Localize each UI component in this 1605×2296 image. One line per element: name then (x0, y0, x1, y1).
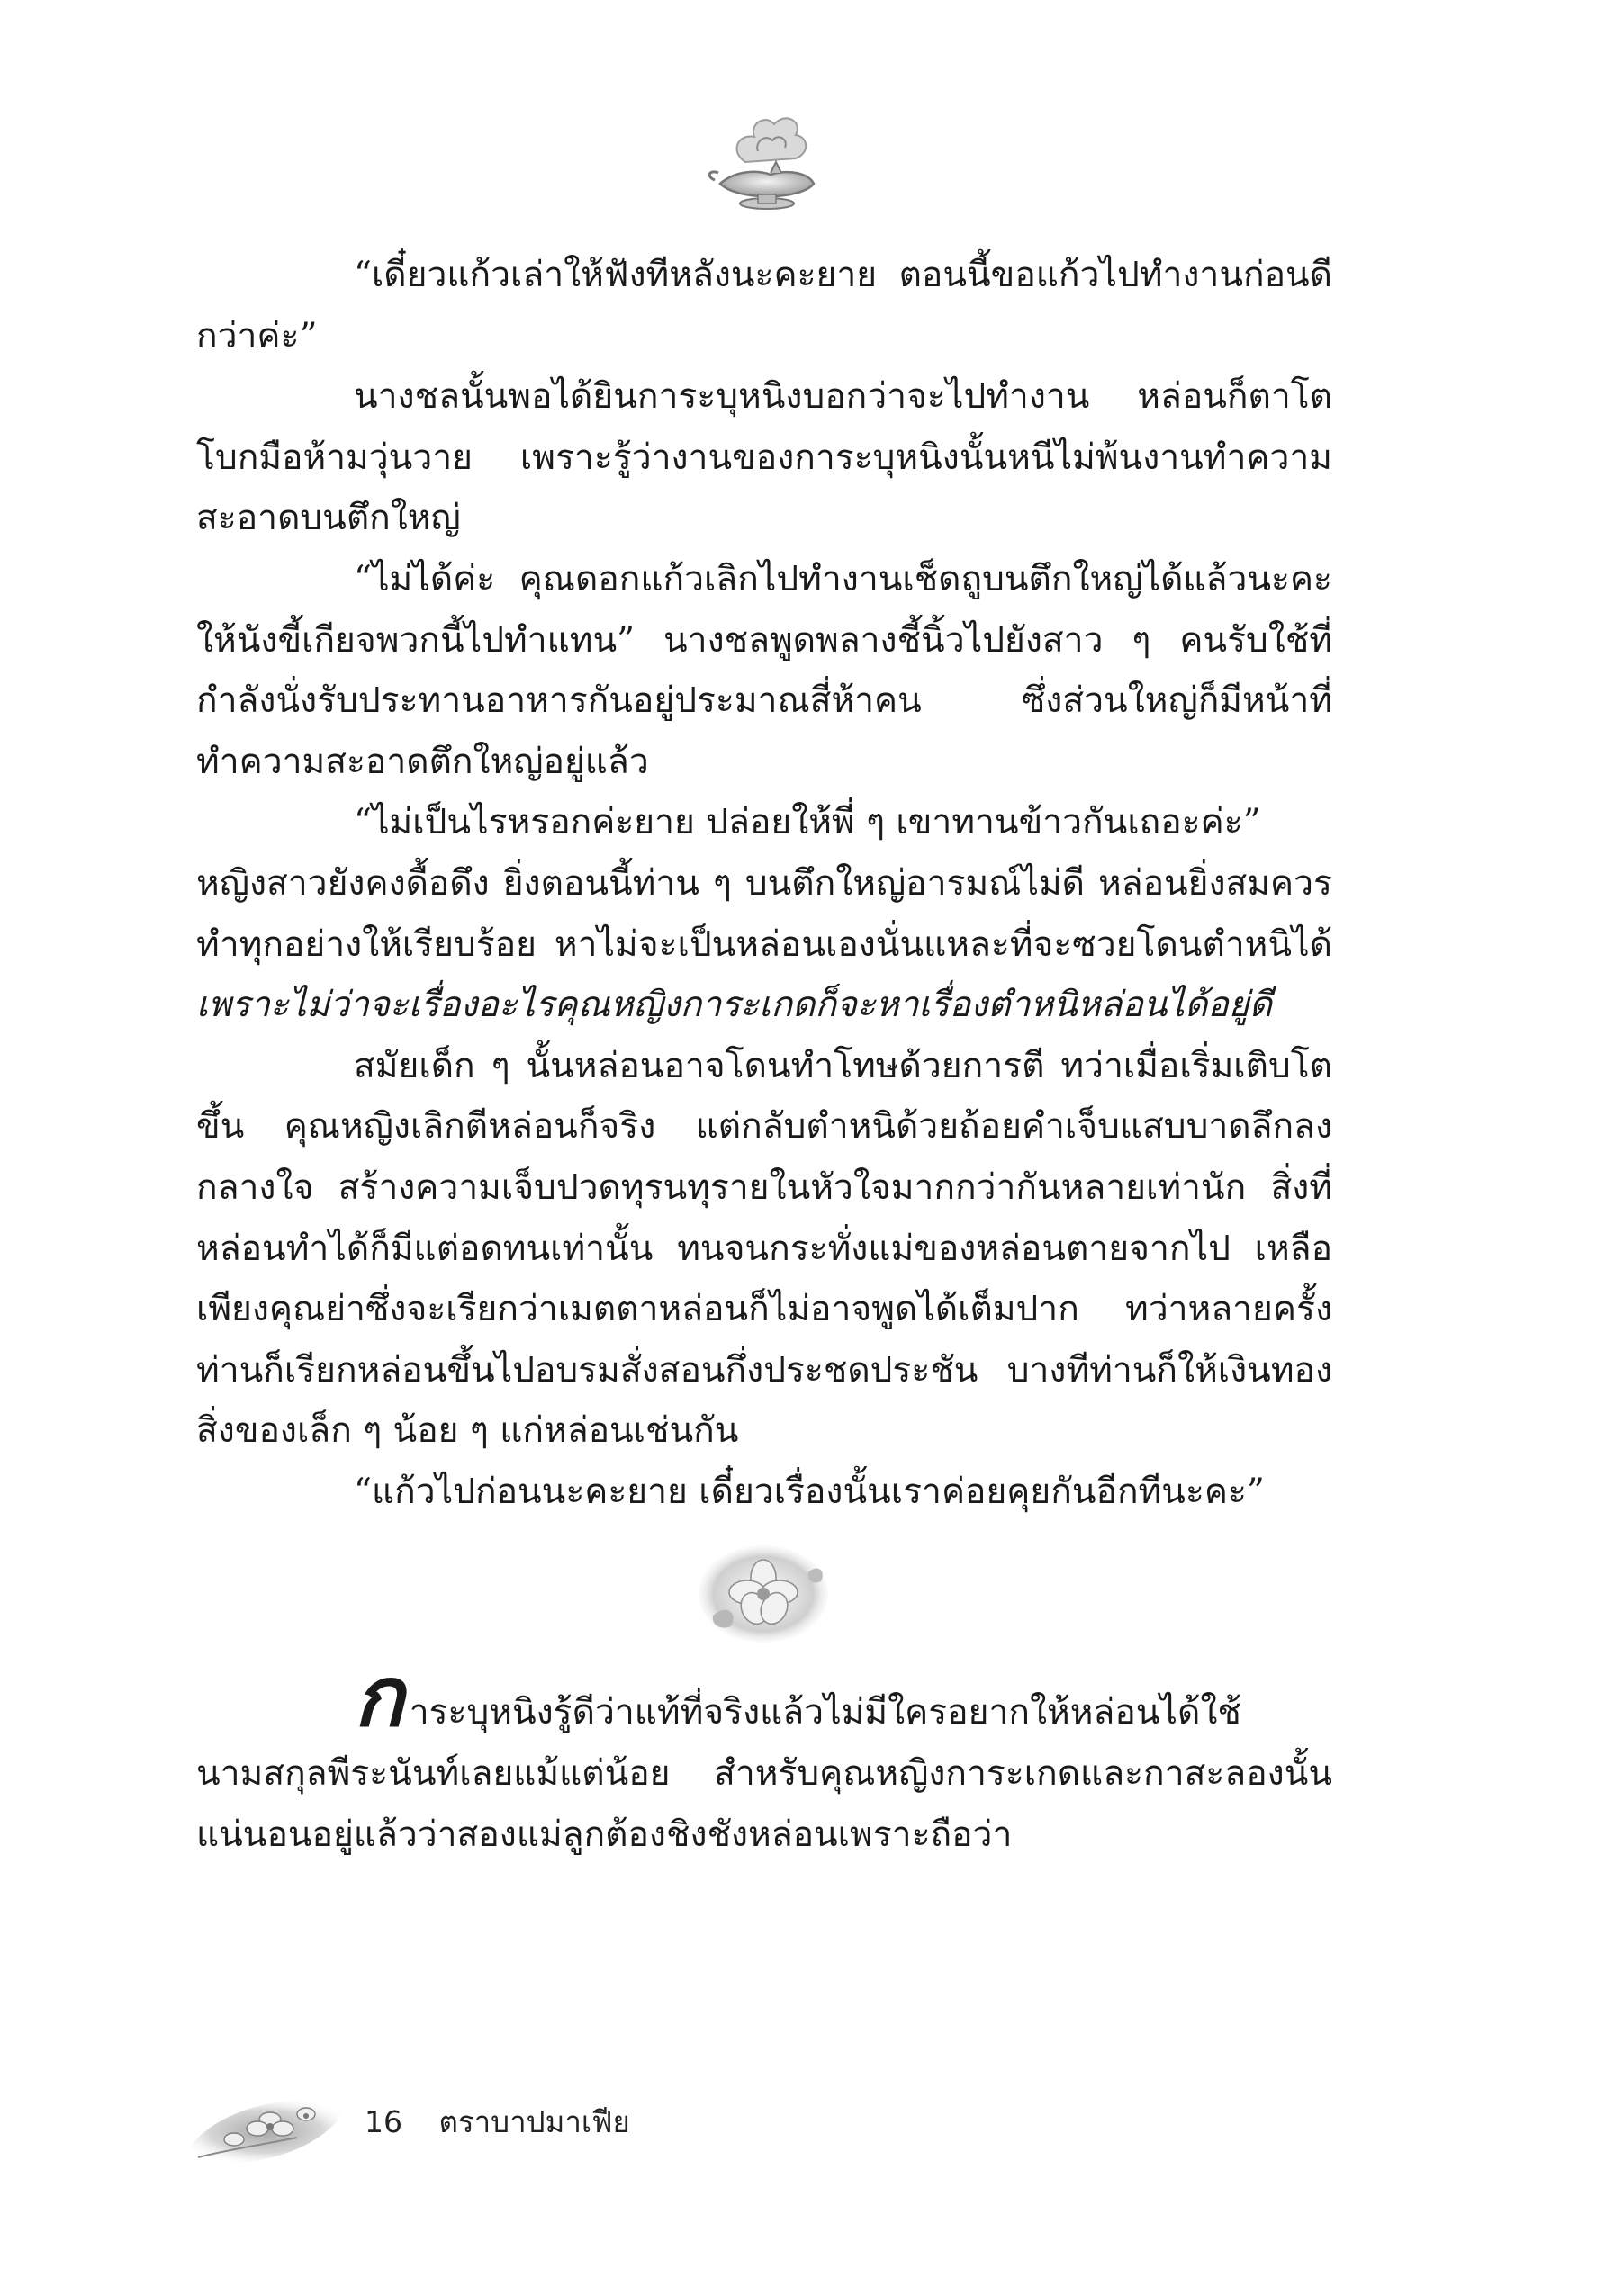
section-paragraph (196, 1649, 1332, 1865)
drop-cap: ก (354, 1649, 404, 1746)
paragraph-text: หญิงสาวยังคงดื้อดึง ยิ่งตอนนี้ท่าน ๆ บนตึกใหญ่อารมณ์ไม่ดี หล่อนยิ่งสมควรทำทุกอย่างให้เรียบร้อย หาไม่จะเป็นหล่อนเองนั่นแหละที่จะซวยโดนตำหนิได้ (196, 862, 1332, 965)
paragraph: นางชลนั้นพอได้ยินการะบุหนิงบอกว่าจะไปทำงาน หล่อนก็ตาโต โบกมือห้ามวุ่นวาย เพราะรู้ว่างานของการะบุหนิงนั้นหนีไม่พ้นงานทำความสะอาดบนตึกใหญ่ (196, 376, 1332, 539)
page-number: 16 (365, 2104, 402, 2139)
paragraph: “ไม่เป็นไรหรอกค่ะยาย ปล่อยให้พี่ ๆ เขาทานข้าวกันเถอะค่ะ” (354, 802, 1261, 843)
paragraph: “ไม่ได้ค่ะ คุณดอกแก้วเลิกไปทำงานเช็ดถูบนตึกใหญ่ได้แล้วนะคะ ให้นังขี้เกียจพวกนี้ไปทำแทน” นางชลพูดพลางชี้นิ้วไปยังสาว ๆ คนรับใช้ที่กำลังนั่งรับประทานอาหารกันอยู่ประมาณสี่ห้าคน ซึ่งส่วนใหญ่ก็มีหน้าที่ทำความสะอาดตึกใหญ่อยู่แล้ว (196, 558, 1332, 782)
oil-lamp-icon (702, 106, 828, 223)
body-text (196, 245, 1332, 1865)
book-title: ตราบาปมาเฟีย (438, 2104, 630, 2139)
page-footer (171, 2075, 711, 2192)
paragraph (196, 853, 1332, 1036)
section-break (196, 1522, 1332, 1675)
paragraph: “แก้วไปก่อนนะคะยาย เดี๋ยวเรื่องนั้นเราค่อยคุยกันอีกทีนะคะ” (354, 1471, 1265, 1512)
flower-cluster-icon (171, 2075, 360, 2183)
folio (365, 2098, 630, 2146)
paragraph: สมัยเด็ก ๆ นั้นหล่อนอาจโดนทำโทษด้วยการตี ทว่าเมื่อเริ่มเติบโตขึ้น คุณหญิงเลิกตีหล่อนก็จริง แต่กลับตำหนิด้วยถ้อยคำเจ็บแสบบาดลึกลงกลางใจ สร้างความเจ็บปวดทุรนทุรายในหัวใจมากกว่ากันหลายเท่านัก สิ่งที่หล่อนทำได้ก็มีแต่อดทนเท่านั้น ทนจนกระทั่งแม่ของหล่อนตายจากไป เหลือเพียงคุณย่าซึ่งจะเรียกว่าเมตตาหล่อนก็ไม่อาจพูดได้เต็มปาก ทว่าหลายครั้งท่านก็เรียกหล่อนขึ้นไปอบรมสั่งสอนกึ่งประชดประชัน บางทีท่านก็ให้เงินทองสิ่งของเล็ก ๆ น้อย ๆ แก่หล่อนเช่นกัน (196, 1045, 1332, 1452)
paragraph: “เดี๋ยวแก้วเล่าให้ฟังทีหลังนะคะยาย ตอนนี้ขอแก้วไปทำงานก่อนดีกว่าค่ะ” (196, 255, 1332, 356)
italic-text: เพราะไม่ว่าจะเรื่องอะไรคุณหญิงการะเกดก็จะหาเรื่องตำหนิหล่อนได้อยู่ดี (196, 985, 1272, 1026)
flower-icon (691, 1540, 835, 1648)
section-text: าระบุหนิงรู้ดีว่าแท้ที่จริงแล้วไม่มีใครอยากให้หล่อนได้ใช้นามสกุลพีระนันท์เลยแม้แต่น้อย สำหรับคุณหญิงการะเกดและกาสะลองนั้นแน่นอนอยู่แล้วว่าสองแม่ลูกต้องชิงชังหล่อนเพราะถือว่า (196, 1692, 1332, 1855)
